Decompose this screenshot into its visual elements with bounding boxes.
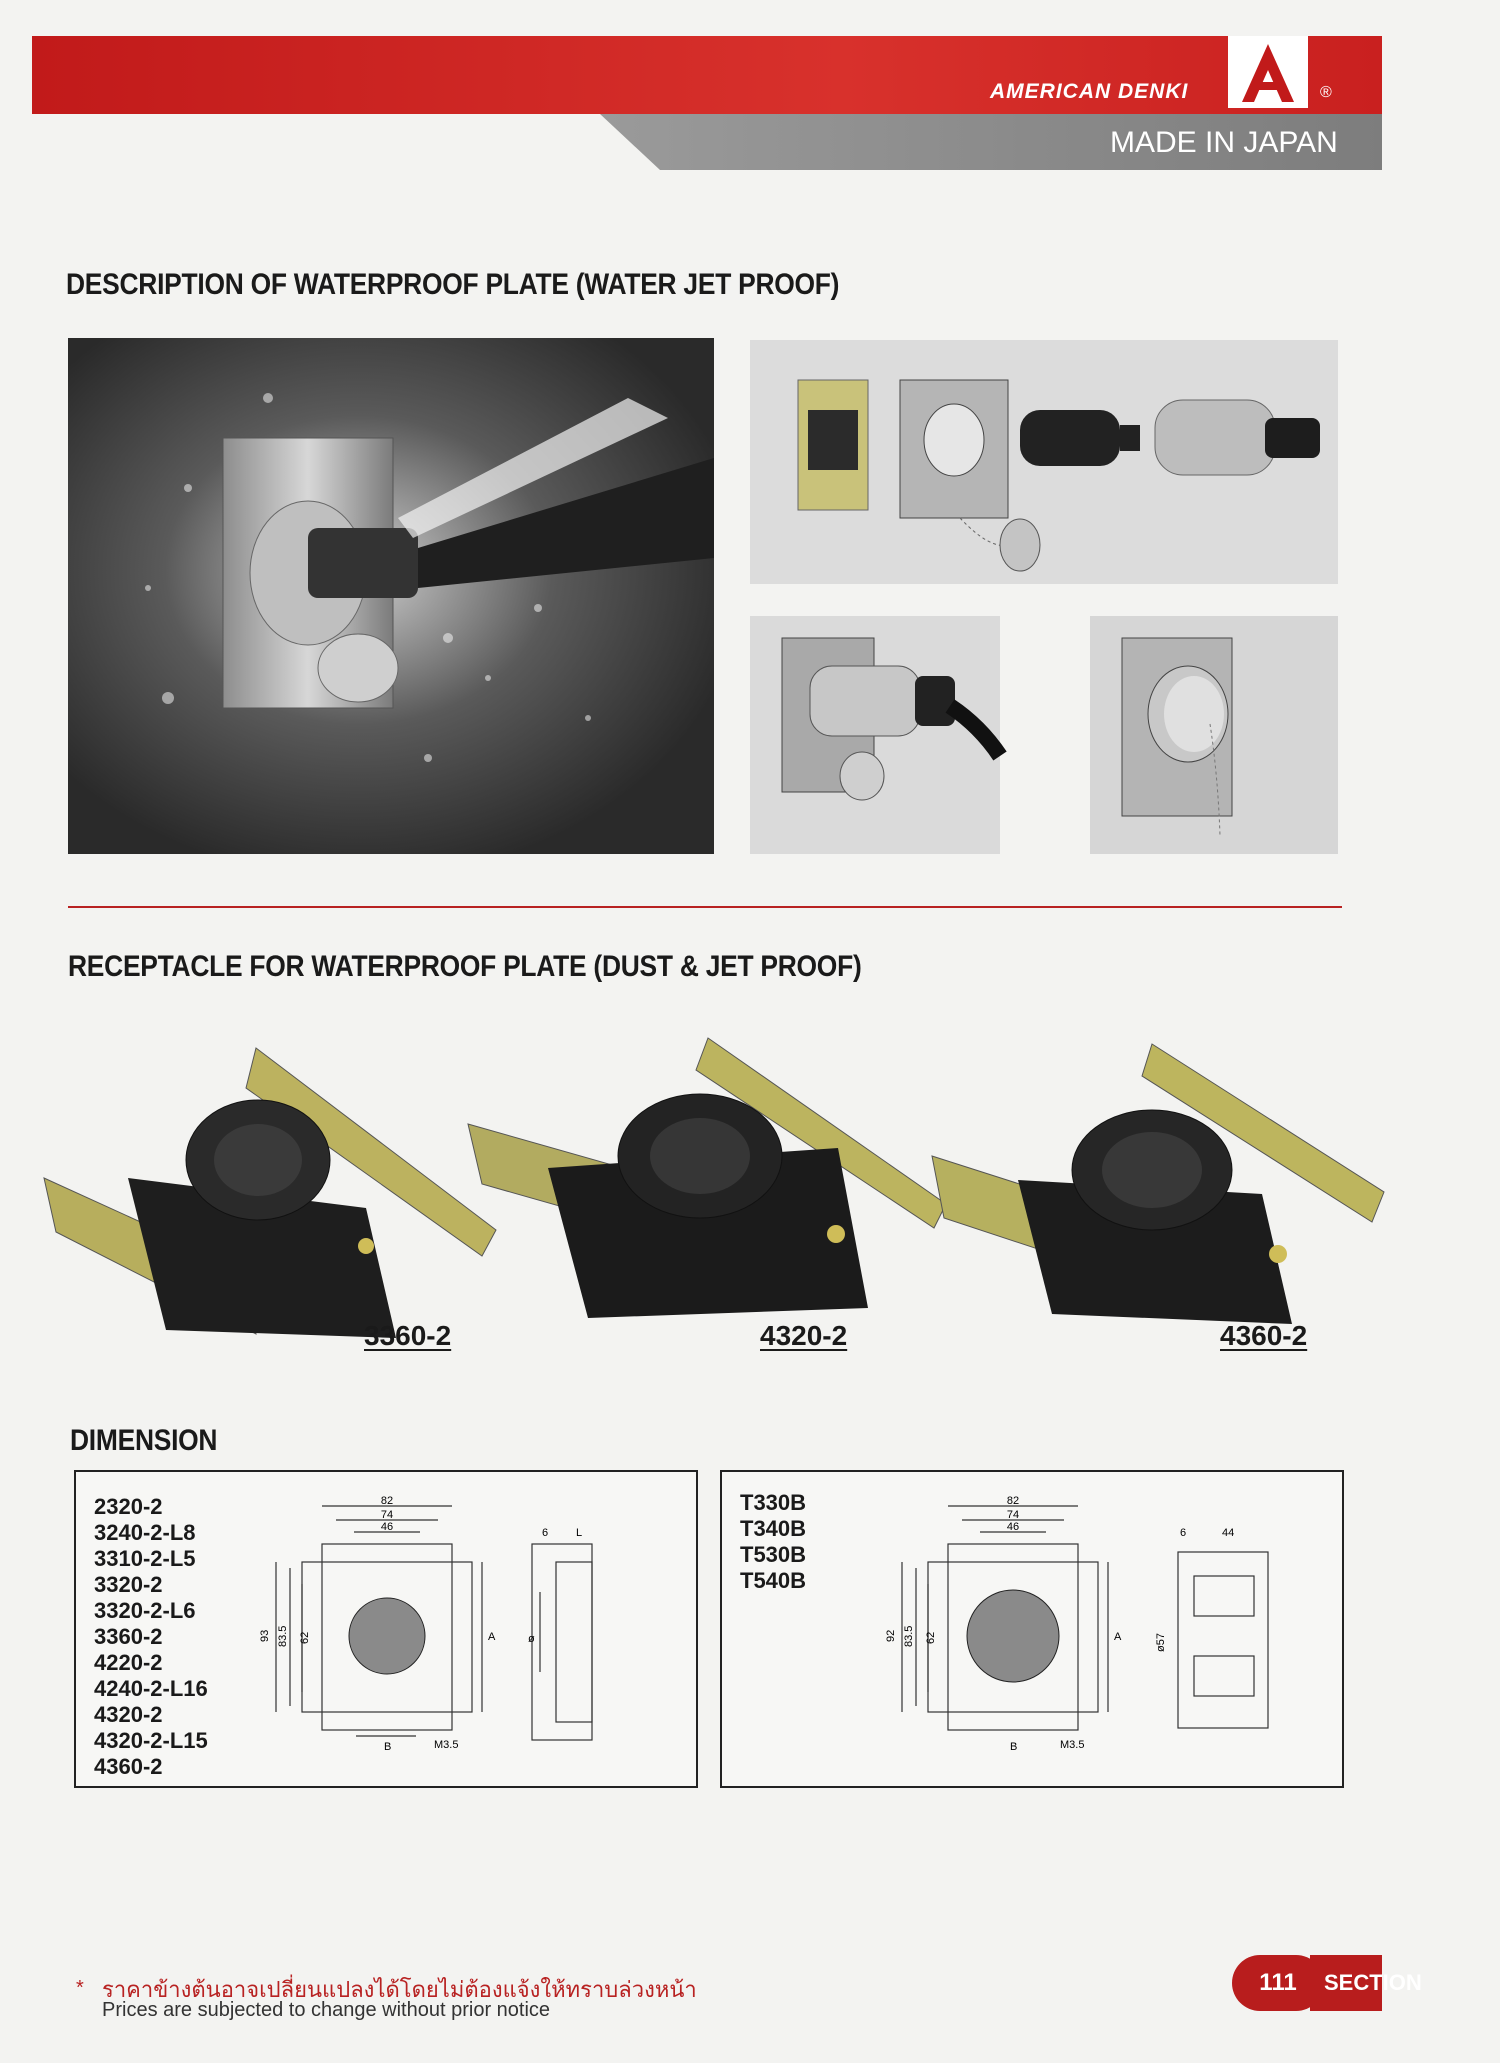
- section-title-receptacle: RECEPTACLE FOR WATERPROOF PLATE (DUST & JET PROOF): [68, 950, 862, 983]
- dim-92: 92: [885, 1629, 897, 1642]
- section-divider: [68, 906, 1342, 908]
- water-jet-photo: [68, 338, 714, 854]
- dim-phi-57: ø57: [1155, 1633, 1167, 1652]
- product-label-4320-2: 4320-2: [760, 1320, 848, 1351]
- dim-screw: M3.5: [434, 1739, 459, 1751]
- dim-83-5: 83.5: [277, 1625, 289, 1647]
- model-item: T330B: [740, 1490, 807, 1515]
- model-item: 4360-2: [94, 1754, 163, 1779]
- dim-93: 93: [259, 1629, 271, 1642]
- receptacle-photo-4360-2: [932, 1044, 1384, 1344]
- parts-exploded-photo: [750, 340, 1338, 584]
- dim-b: B: [384, 1741, 392, 1753]
- model-item: 4240-2-L16: [94, 1676, 208, 1701]
- model-item: 4320-2: [94, 1702, 163, 1727]
- model-item: 4220-2: [94, 1650, 163, 1675]
- dim-side-6: 6: [1180, 1527, 1187, 1539]
- dim-82: 82: [380, 1495, 394, 1507]
- model-item: 3240-2-L8: [94, 1520, 196, 1545]
- dim-screw: M3.5: [1060, 1739, 1085, 1751]
- dim-74: 74: [1006, 1509, 1020, 1521]
- model-item: 3320-2: [94, 1572, 163, 1597]
- dim-a: A: [1114, 1631, 1122, 1643]
- dim-46: 46: [380, 1521, 394, 1533]
- model-item: 3310-2-L5: [94, 1546, 196, 1571]
- dim-phi: ø: [528, 1633, 535, 1645]
- brand-name: AMERICAN DENKI: [990, 80, 1189, 103]
- dim-46: 46: [1006, 1521, 1020, 1533]
- cover-closed-photo: [1090, 616, 1338, 854]
- dim-side-l: L: [576, 1527, 583, 1539]
- section-title-water-jet: DESCRIPTION OF WATERPROOF PLATE (WATER JET PROOF): [66, 268, 840, 301]
- receptacle-photo-4320-2: [468, 1038, 946, 1338]
- model-item: T530B: [740, 1542, 807, 1567]
- model-item: 4320-2-L15: [94, 1728, 208, 1753]
- registered-mark: ®: [1320, 84, 1332, 101]
- model-item: 3360-2: [94, 1624, 163, 1649]
- made-in-japan: MADE IN JAPAN: [1110, 126, 1338, 159]
- dim-side-44: 44: [1222, 1527, 1235, 1539]
- dim-62: 62: [925, 1631, 937, 1644]
- model-item: T340B: [740, 1516, 807, 1541]
- section-tab: SECTION: [1310, 1955, 1382, 2011]
- dimension-drawing-right: [882, 1492, 1332, 1772]
- plug-inserted-photo: [750, 616, 1000, 854]
- dim-b: B: [1010, 1741, 1018, 1753]
- dim-a: A: [488, 1631, 496, 1643]
- footnote-marker: *: [76, 1977, 84, 1999]
- model-list-left: [94, 1494, 208, 1780]
- dimension-box-right: [720, 1470, 1344, 1788]
- footnote-thai: ราคาข้างต้นอาจเปลี่ยนแปลงได้โดยไม่ต้องแจ้งให้ทราบล่วงหน้า: [102, 1977, 697, 2002]
- model-item: T540B: [740, 1568, 807, 1593]
- product-label-4360-2: 4360-2: [1220, 1320, 1308, 1351]
- model-item: 2320-2: [94, 1494, 163, 1519]
- product-label-3360-2: 3360-2: [364, 1320, 452, 1351]
- dim-83-5: 83.5: [903, 1625, 915, 1647]
- page-number: 111: [1232, 1955, 1324, 2011]
- model-list-right: [740, 1490, 806, 1594]
- dim-side-6: 6: [542, 1527, 549, 1539]
- dim-62: 62: [299, 1631, 311, 1644]
- dim-82: 82: [1006, 1495, 1020, 1507]
- dimension-title: DIMENSION: [70, 1424, 218, 1457]
- american-denki-logo: [1228, 36, 1308, 108]
- dimension-box-left: [74, 1470, 698, 1788]
- dimension-drawing-left: [256, 1492, 686, 1772]
- dim-74: 74: [380, 1509, 394, 1521]
- footnote-english: Prices are subjected to change without prior notice: [102, 1999, 551, 2021]
- model-item: 3320-2-L6: [94, 1598, 196, 1623]
